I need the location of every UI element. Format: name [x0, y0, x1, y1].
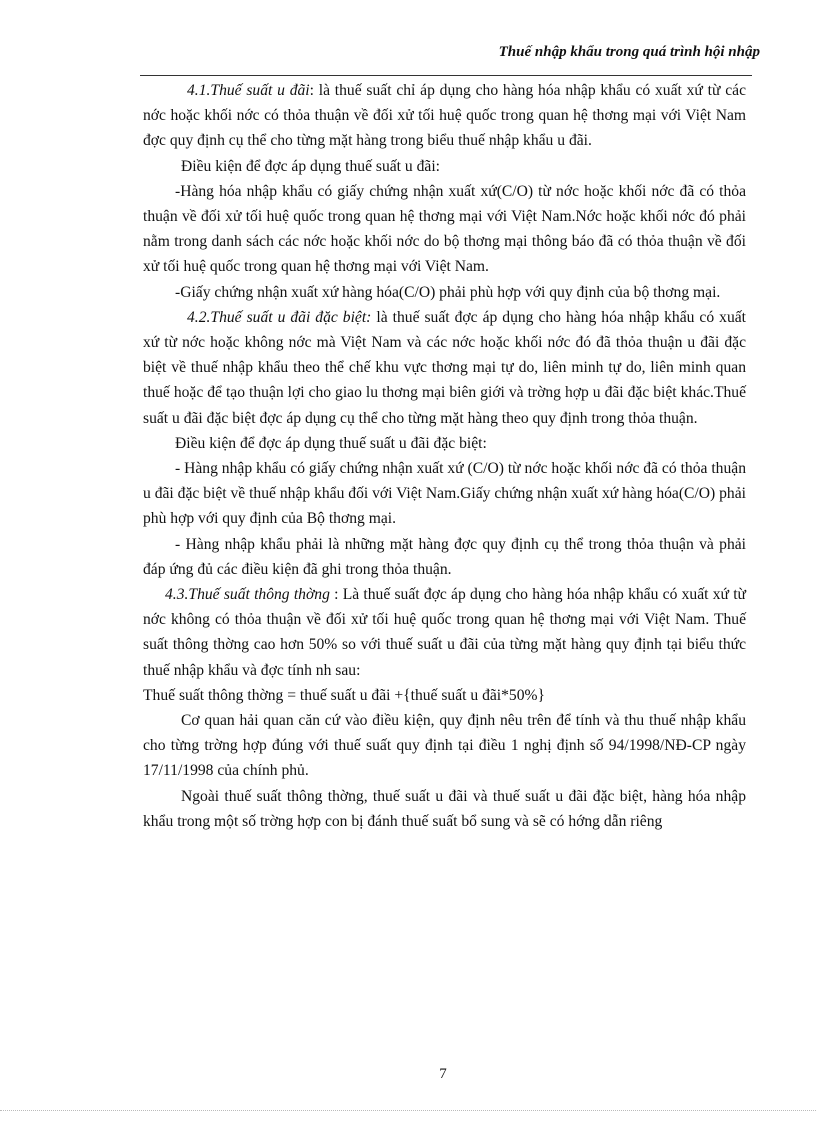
paragraph-text: : là thuế suất chỉ áp dụng cho hàng hóa nhập khẩu có xuất xứ từ các nớc hoặc khối nớc có thỏa thuận về đối xử tối huệ quốc trong quan hệ thơng mại với Việt Nam đợc quy định cụ thể cho từng mặt hàng trong biểu thuế nhập khẩu u đãi. — [143, 82, 746, 150]
bottom-dotted-line — [0, 1110, 816, 1111]
paragraph-4-3 — [143, 582, 746, 683]
paragraph-additional: Ngoài thuế suất thông thờng, thuế suất u đãi và thuế suất u đãi đặc biệt, hàng hóa nhập khẩu trong một số trờng hợp con bị đánh thuế suất bổ sung và sẽ có hớng dẫn riêng — [143, 787, 746, 830]
paragraph-bullet-3: - Hàng nhập khẩu có giấy chứng nhận xuất xứ (C/O) từ nớc hoặc khối nớc đã có thỏa thuận u đãi đặc biệt về thuế nhập khẩu đối với Việt Nam.Giấy chứng nhận xuất xứ hàng hóa(C/O) phải phù hợp với quy định của Bộ thơng mại. — [143, 460, 746, 528]
running-header: Thuế nhập khẩu trong quá trình hội nhập — [498, 44, 760, 60]
paragraph-4-2 — [143, 305, 746, 431]
paragraph-bullet-1: -Hàng hóa nhập khẩu có giấy chứng nhận xuất xứ(C/O) từ nớc hoặc khối nớc đã có thỏa thuận về đối xử tối huệ quốc trong quan hệ thơng mại với Việt Nam.Nớc hoặc khối nớc đó phải nằm trong danh sách các nớc hoặc khối nớc do bộ thơng mại thông báo đã có thỏa thuận về đối xử tối huệ quốc trong quan hệ thơng mại với Việt Nam. — [143, 182, 746, 276]
paragraph-text: : Là thuế suất đợc áp dụng cho hàng hóa nhập khẩu có xuất xứ từ nớc không có thỏa thuận về đối xử tối huệ quốc trong quan hệ thơng mại với Việt Nam. Thuế suất thông thờng cao hơn 50% so với thuế suất u đãi của từng mặt hàng quy định tại biểu thức thuế nhập khẩu và đợc tính nh sau: — [143, 586, 746, 679]
document-body — [143, 78, 746, 834]
paragraph-conditions-2: Điều kiện để đợc áp dụng thuế suất u đãi đặc biệt: — [175, 434, 487, 452]
section-heading-4-3: 4.3.Thuế suất thông thờng — [165, 586, 330, 604]
paragraph-bullet-2: -Giấy chứng nhận xuất xứ hàng hóa(C/O) phải phù hợp với quy định của bộ thơng mại. — [175, 283, 721, 301]
header-rule — [140, 75, 752, 76]
paragraph-conditions-1: Điều kiện để đợc áp dụng thuế suất u đãi: — [181, 157, 440, 175]
section-heading-4-2: 4.2.Thuế suất u đãi đặc biệt: — [187, 308, 372, 326]
paragraph-bullet-4: - Hàng nhập khẩu phải là những mặt hàng đợc quy định cụ thể trong thỏa thuận và phải đáp ứng đủ các điều kiện đã ghi trong thỏa thuận. — [143, 535, 746, 578]
paragraph-customs: Cơ quan hải quan căn cứ vào điều kiện, quy định nêu trên để tính và thu thuế nhập khẩu cho từng trờng hợp đúng với thuế suất quy định tại điều 1 nghị định số 94/1998/NĐ-CP ngày 17/11/1998 của chính phủ. — [143, 712, 746, 780]
paragraph-4-1 — [143, 78, 746, 154]
page-number: 7 — [439, 1066, 447, 1082]
paragraph-text: là thuế suất đợc áp dụng cho hàng hóa nhập khẩu có xuất xứ từ nớc hoặc không nớc mà Việt Nam và các nớc hoặc khối nớc đó đã thỏa thuận u đãi đặc biệt về thuế nhập khẩu theo thể chế khu vực thơng mại tự do, liên minh tự do, liên minh quan thuế hoặc để tạo thuận lợi cho giao lu thơng mại biên giới và trờng hợp u đãi đặc biệt khác.Thuế suất u đãi đặc biệt đợc áp dụng cụ thể cho từng mặt hàng theo quy định trong thỏa thuận. — [143, 308, 746, 427]
section-heading-4-1: 4.1.Thuế suất u đãi — [187, 82, 310, 99]
formula-line: Thuế suất thông thờng = thuế suất u đãi +{thuế suất u đãi*50%} — [143, 686, 545, 704]
